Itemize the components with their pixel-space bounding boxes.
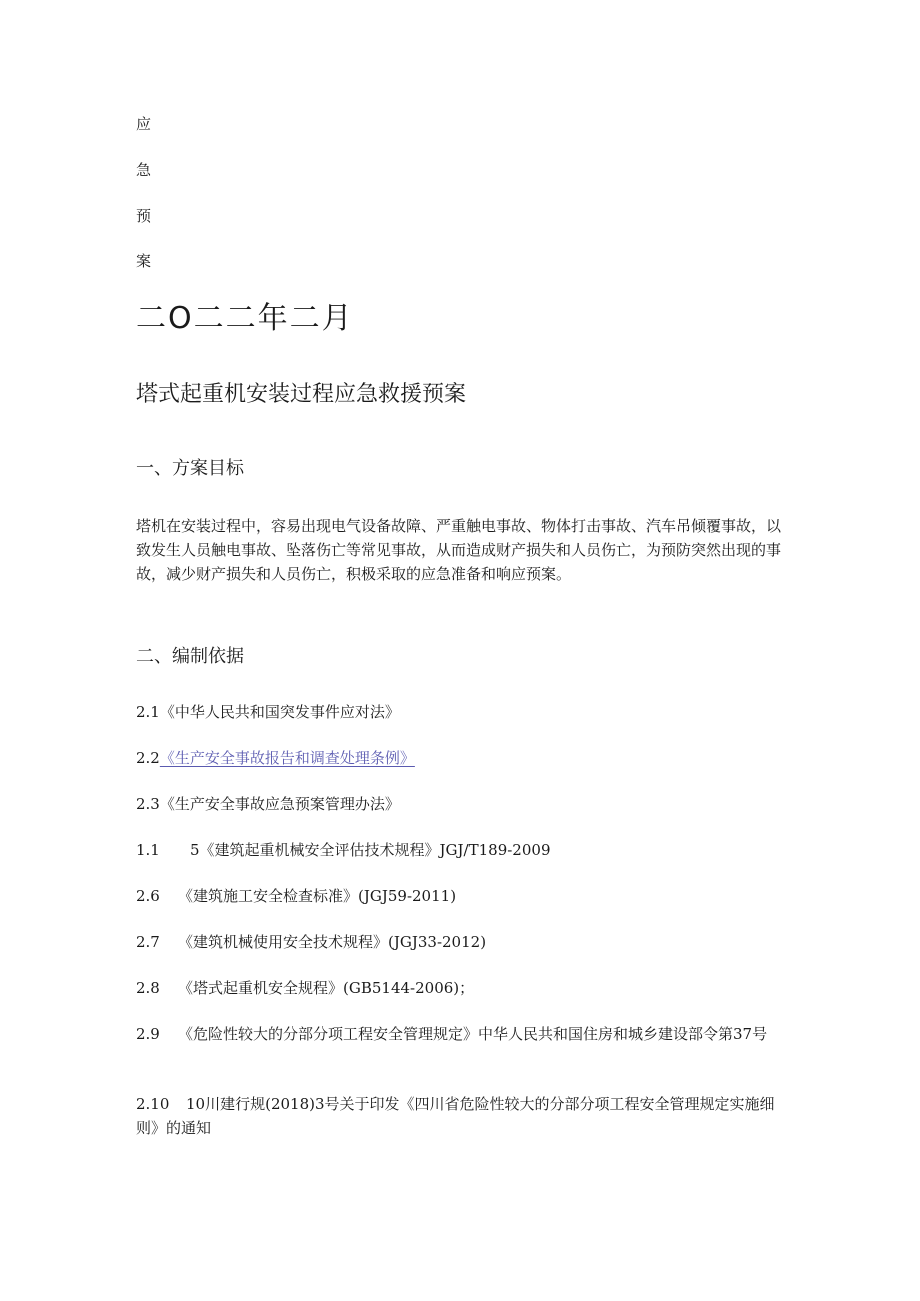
basis-item-number: 2.8 [136, 979, 160, 997]
cover-char-1: 应 [136, 115, 152, 133]
cover-char-3: 预 [136, 207, 152, 225]
section1-heading: 一、方案目标 [136, 458, 244, 479]
basis-item-number: 2.3 [136, 795, 160, 813]
basis-item-text: 《生产安全事故应急预案管理办法》 [159, 795, 400, 813]
cover-date: 二O二二年二月 [136, 301, 354, 336]
section2-heading: 二、编制依据 [136, 646, 244, 667]
basis-item-number: 2.7 [136, 933, 160, 951]
section1-body: 塔机在安装过程中，容易出现电气设备故障、严重触电事故、物体打击事故、汽车吊倾覆事故，以致发生人员触电事故、坠落伤亡等常见事故，从而造成财产损失和人员伤亡，为预防突然出现的事故，减少财产损失和人员伤亡，积极采取的应急准备和响应预案。 [136, 517, 782, 583]
regulation-link[interactable]: 《生产安全事故报告和调查处理条例》 [159, 749, 415, 767]
basis-item-text: 10川建行规(2018)3号关于印发《四川省危险性较大的分部分项工程安全管理规定实施细则》的通知 [136, 1095, 775, 1137]
basis-item-5 [136, 884, 781, 908]
basis-item-text: 《中华人民共和国突发事件应对法》 [159, 703, 400, 721]
basis-item-6 [136, 930, 781, 954]
basis-item-3 [136, 792, 781, 816]
basis-item-text: 5《建筑起重机械安全评估技术规程》JGJ/T189-2009 [190, 841, 551, 859]
basis-item-9 [136, 1092, 781, 1140]
basis-item-1 [136, 700, 781, 724]
cover-char-2: 急 [136, 161, 152, 179]
basis-item-text: 《建筑施工安全检查标准》(JGJ59-2011) [178, 887, 457, 905]
basis-item-number: 2.6 [136, 887, 160, 905]
basis-item-8 [136, 1022, 781, 1046]
basis-item-number: 2.9 [136, 1025, 160, 1043]
document-title: 塔式起重机安装过程应急救援预案 [136, 382, 467, 407]
basis-item-number: 2.2 [136, 749, 160, 767]
basis-item-2 [136, 746, 781, 770]
cover-char-4: 案 [136, 252, 152, 270]
basis-item-text: 《塔式起重机安全规程》(GB5144-2006)； [178, 979, 475, 997]
basis-item-text: 《危险性较大的分部分项工程安全管理规定》中华人民共和国住房和城乡建设部令第37号 [178, 1025, 768, 1043]
basis-item-text: 《建筑机械使用安全技术规程》(JGJ33-2012) [178, 933, 487, 951]
basis-item-number: 2.1 [136, 703, 160, 721]
basis-item-number: 1.1 [136, 841, 160, 859]
basis-item-7 [136, 976, 781, 1000]
basis-item-4 [136, 838, 781, 862]
basis-item-number: 2.10 [136, 1095, 170, 1113]
